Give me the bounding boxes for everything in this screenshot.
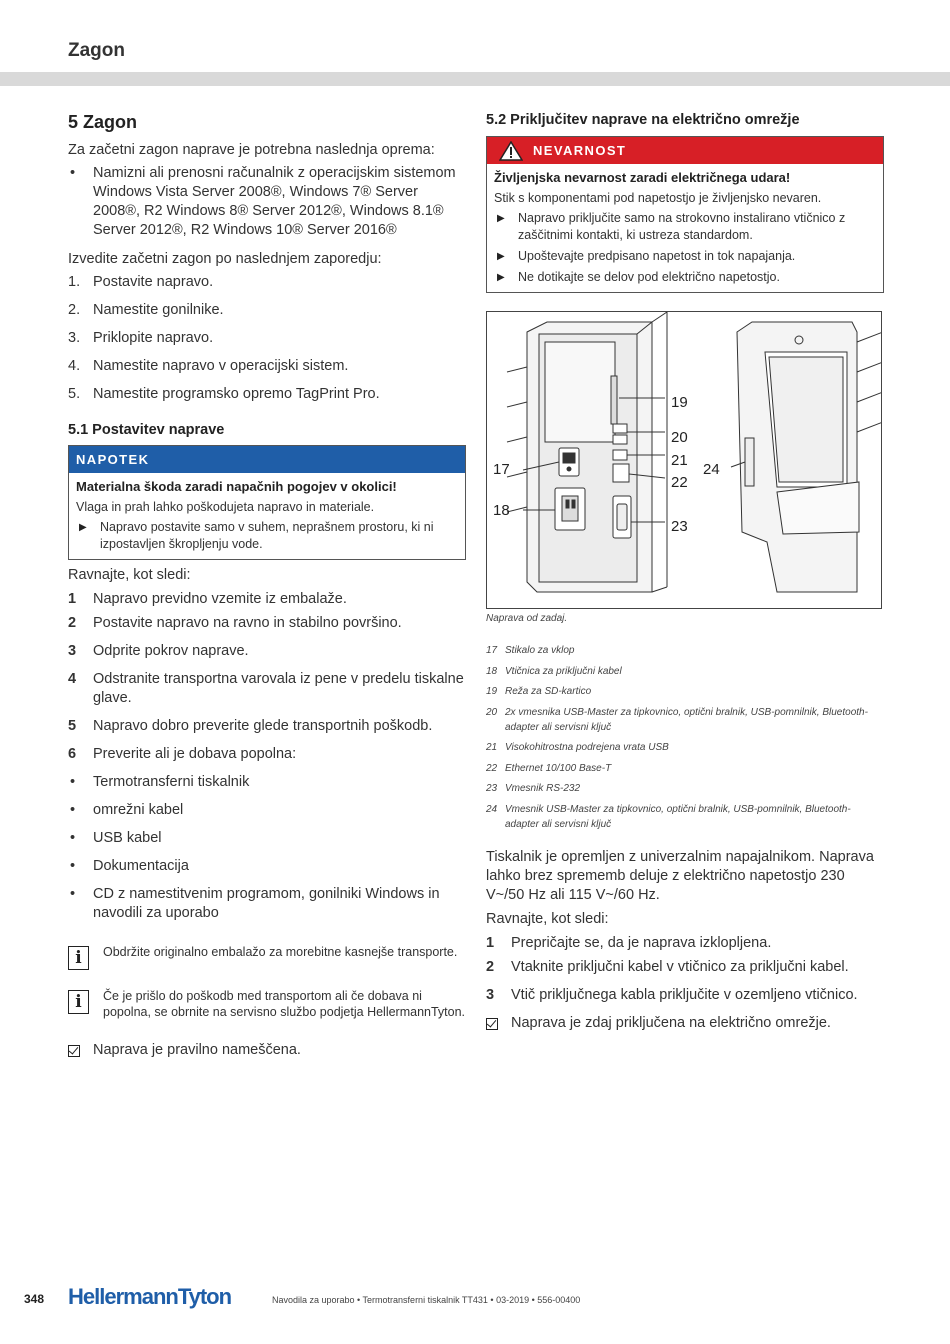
subsection-title: 5.1 Postavitev naprave xyxy=(68,422,225,438)
checkbox-icon xyxy=(486,1018,498,1030)
list-item: 6 Preverite ali je dobava popolna: xyxy=(68,746,297,762)
danger-box xyxy=(486,136,884,293)
startup-steps xyxy=(68,273,466,404)
legend-item: 23 Vmesnik RS-232 xyxy=(486,783,581,794)
header-bar xyxy=(0,72,950,86)
figure-label-18: 18 xyxy=(493,502,510,519)
list-item: 3 Odprite pokrov naprave. xyxy=(68,643,249,659)
follow-text: Ravnajte, kot sledi: xyxy=(486,910,609,927)
setup-steps xyxy=(68,590,466,764)
result-row xyxy=(68,1041,466,1060)
legend-item: 19 Reža za SD-kartico xyxy=(486,686,592,697)
device-rear-drawing xyxy=(487,312,882,609)
list-item: 5. Namestite programsko opremo TagPrint Pro. xyxy=(68,386,380,402)
info-icon: i xyxy=(68,990,89,1014)
legend-item: 24 Vmesnik USB-Master za tipkovnico, optični bralnik, USB-pomnilnik, Bluetooth-adapter ali servisni ključ xyxy=(486,803,851,830)
info-icon: i xyxy=(68,946,89,970)
notice-body xyxy=(69,473,465,559)
danger-strong: Življenjska nevarnost zaradi električnega udara! xyxy=(494,170,791,185)
list-item: 4 Odstranite transportna varovala iz pene v predelu tiskalne glave. xyxy=(68,671,464,706)
notice-header: NAPOTEK xyxy=(69,446,465,473)
list-item: ▶ Upoštevajte predpisano napetost in tok napajanja. xyxy=(494,248,876,265)
page-number: 348 xyxy=(24,1292,45,1306)
info-text: Če je prišlo do poškodb med transportom ali če dobava ni popolna, se obrnite na servisno službo podjetja HellermannTyton. xyxy=(103,989,466,1019)
result-text: Naprava je zdaj priključena na električno omrežje. xyxy=(511,1014,831,1031)
power-steps xyxy=(486,934,884,1005)
right-column xyxy=(486,112,884,293)
page-header-title: Zagon xyxy=(68,40,125,61)
list-item: 2 Postavite napravo na ravno in stabilno površino. xyxy=(68,615,402,631)
result-row xyxy=(486,1014,884,1033)
section-title: 5 Zagon xyxy=(68,112,138,132)
figure-label-19: 19 xyxy=(671,394,688,411)
legend-item: 17 Stikalo za vklop xyxy=(486,645,575,656)
power-text: Tiskalnik je opremljen z univerzalnim napajalnikom. Naprava lahko brez sprememb deluje z električno napetostjo 230 V~/50 Hz ali 115 V~/60 Hz. xyxy=(486,848,874,903)
notice-text: Vlaga in prah lahko poškodujeta napravo in materiale. xyxy=(76,500,375,514)
warning-triangle-icon xyxy=(499,141,523,161)
notice-list xyxy=(76,519,458,553)
figure-label-22: 22 xyxy=(671,474,688,491)
brand-logo: HellermannTyton xyxy=(68,1284,232,1309)
legend-item: 22 Ethernet 10/100 Base-T xyxy=(486,762,612,774)
delivery-list xyxy=(68,773,466,923)
info-note-packaging xyxy=(68,944,466,970)
list-item: • USB kabel xyxy=(68,829,466,848)
subsection-title: 5.2 Priključitev naprave na električno omrežje xyxy=(486,112,800,128)
danger-body xyxy=(487,164,883,292)
footer-text: Navodila za uporabo • Termotransferni tiskalnik TT431 • 03-2019 • 556-00400 xyxy=(272,1295,581,1305)
list-item: 3. Priklopite napravo. xyxy=(68,330,214,346)
figure-label-20: 20 xyxy=(671,429,688,446)
equipment-list xyxy=(68,164,466,240)
result-text: Naprava je pravilno nameščena. xyxy=(93,1042,301,1058)
danger-text: Stik s komponentami pod napetostjo je življenjsko nevaren. xyxy=(494,191,822,205)
legend-item: 21 Visokohitrostna podrejena vrata USB xyxy=(486,742,669,753)
legend-item: 20 2x vmesnika USB-Master za tipkovnico, optični bralnik, USB-pomnilnik, Bluetooth-adapter ali servisni ključ xyxy=(486,706,868,733)
list-item: 5 Napravo dobro preverite glede transportnih poškodb. xyxy=(68,718,433,734)
list-item: 3 Vtič priključnega kabla priključite v ozemljeno vtičnico. xyxy=(486,986,858,1003)
list-item: • Namizni ali prenosni računalnik z operacijskim sistemom Windows Vista Server 2008®, Windows 7® Server 2008®, R2 Windows 8® Server 2012®, Windows 8.1® Server 2012®, R2 Windows 10® Server 2016® xyxy=(68,164,466,240)
list-item: 1 Prepričajte se, da je naprava izklopljena. xyxy=(486,934,772,951)
order-intro: Izvedite začetni zagon po naslednjem zaporedju: xyxy=(68,251,382,267)
figure-label-21: 21 xyxy=(671,452,688,469)
figure-label-24: 24 xyxy=(703,461,720,478)
list-item: • omrežni kabel xyxy=(68,801,466,820)
figure-legend xyxy=(486,643,884,832)
list-item: 1. Postavite napravo. xyxy=(68,274,214,290)
list-item: ▶ Napravo postavite samo v suhem, neprašnem prostoru, ki ni izpostavljen škropljenju vode. xyxy=(76,519,458,553)
info-note-damage xyxy=(68,988,466,1020)
list-item: 2 Vtaknite priključni kabel v vtičnico za priključni kabel. xyxy=(486,958,849,975)
danger-header xyxy=(487,137,883,164)
list-item: ▶ Ne dotikajte se delov pod električno napetostjo. xyxy=(494,269,876,286)
legend-item: 18 Vtičnica za priključni kabel xyxy=(486,665,622,677)
list-item: 4. Namestite napravo v operacijski sistem. xyxy=(68,358,349,374)
intro-text: Za začetni zagon naprave je potrebna naslednja oprema: xyxy=(68,142,435,158)
list-item: 2. Namestite gonilnike. xyxy=(68,302,224,318)
figure-label-23: 23 xyxy=(671,518,688,535)
list-item: ▶ Napravo priključite samo na strokovno instalirano vtičnico z zaščitnimi kontakti, ki ustreza standardom. xyxy=(494,210,876,244)
danger-list xyxy=(494,210,876,286)
device-rear-figure xyxy=(486,311,882,609)
list-item: • CD z namestitvenim programom, gonilniki Windows in navodili za uporabo xyxy=(68,885,466,923)
notice-box xyxy=(68,445,466,560)
notice-strong: Materialna škoda zaradi napačnih pogojev v okolici! xyxy=(76,479,397,494)
list-item: • Termotransferni tiskalnik xyxy=(68,773,466,792)
figure-caption: Naprava od zadaj. xyxy=(486,613,568,624)
follow-text: Ravnajte, kot sledi: xyxy=(68,567,191,583)
list-item: • Dokumentacija xyxy=(68,857,466,876)
left-column xyxy=(68,112,466,1060)
right-lower xyxy=(486,643,884,1033)
figure-label-17: 17 xyxy=(493,461,510,478)
danger-label: NEVARNOST xyxy=(533,143,627,158)
list-item: 1 Napravo previdno vzemite iz embalaže. xyxy=(68,591,347,607)
info-text: Obdržite originalno embalažo za morebitne kasnejše transporte. xyxy=(103,945,458,959)
checkbox-icon xyxy=(68,1045,80,1057)
